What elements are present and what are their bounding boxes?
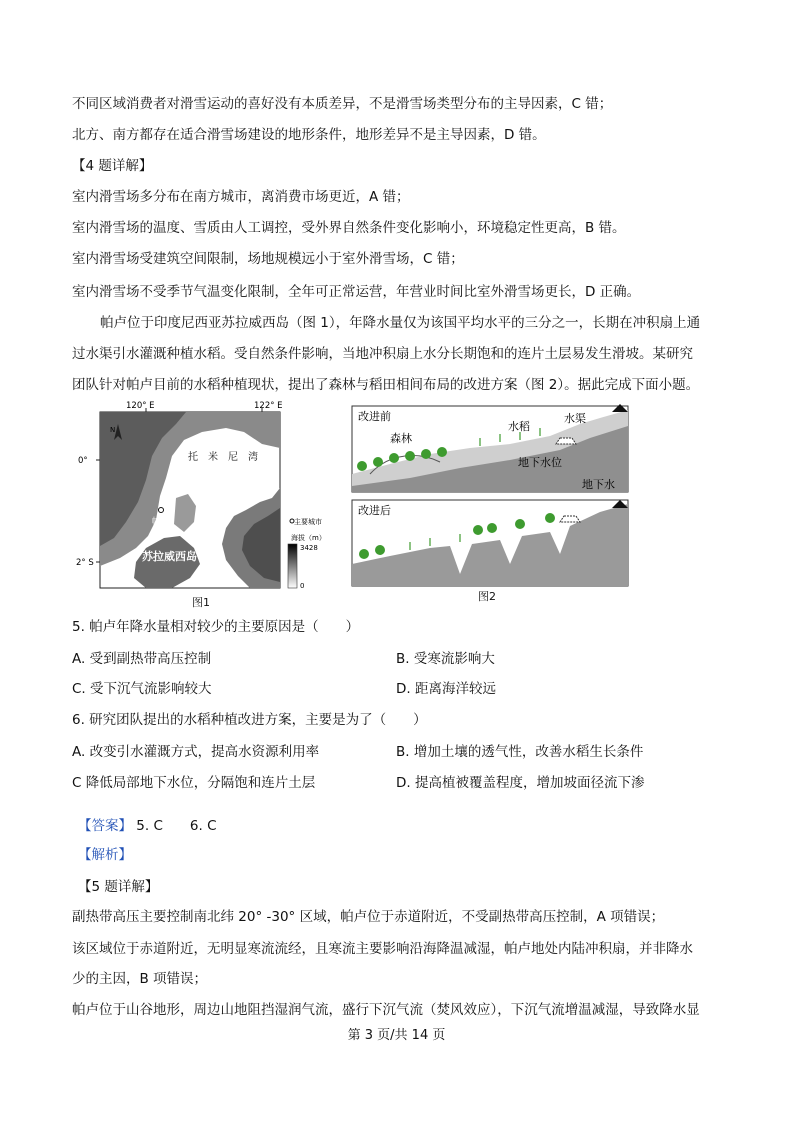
- text-line: 室内滑雪场不受季节气温变化限制，全年可正常运营，年营业时间比室外滑雪场更长，D 正确。: [72, 284, 641, 300]
- legend-elev-title: 海拔（m）: [291, 534, 326, 542]
- lat-label: 2° S: [76, 558, 94, 568]
- text-line: 室内滑雪场多分布在南方城市，离消费市场更近，A 错；: [72, 189, 410, 205]
- lon-label: 122° E: [254, 401, 283, 411]
- section-heading: 【4 题详解】: [72, 158, 153, 174]
- question-6-stem: 6. 研究团队提出的水稻种植改进方案，主要是为了（ ）: [72, 712, 427, 728]
- north-label: N: [110, 426, 116, 434]
- question-5-option-a: A. 受到副热带高压控制: [72, 651, 212, 667]
- groundwater-label: 地下水: [582, 478, 615, 491]
- figure-2-caption: 图2: [478, 590, 496, 603]
- answer-row: [78, 817, 217, 835]
- figure-2-profiles: [350, 404, 640, 596]
- figure-1-caption: 图1: [192, 596, 210, 609]
- after-label: 改进后: [358, 504, 391, 517]
- text-line: 室内滑雪场的温度、雪质由人工调控，受外界自然条件变化影响小，环境稳定性更高，B 错。: [72, 220, 626, 236]
- question-5-option-d: D. 距离海洋较远: [396, 681, 496, 697]
- elev-max: 3428: [300, 544, 318, 552]
- bay-label: 托 米 尼 湾: [188, 452, 258, 463]
- city-label: 帕卢: [152, 517, 170, 527]
- question-6-option-d: D. 提高植被覆盖程度，增加坡面径流下渗: [396, 775, 645, 791]
- canal-label: 水渠: [564, 412, 586, 425]
- city-marker: [159, 508, 164, 513]
- intro-line: 过水渠引水灌溉种植水稻。受自然条件影响，当地冲积扇上水分长期饱和的连片土层易发生滑坡。某研究: [72, 346, 693, 362]
- question-6-option-b: B. 增加土壤的透气性，改善水稻生长条件: [396, 744, 644, 760]
- elevation-legend: [284, 540, 334, 592]
- answer-text: 5. C 6. C: [136, 818, 217, 834]
- before-label: 改进前: [358, 410, 391, 423]
- question-5-stem: 5. 帕卢年降水量相对较少的主要原因是（ ）: [72, 619, 360, 635]
- analysis-tag: 【解析】: [78, 847, 132, 863]
- lat-label: 0°: [78, 456, 88, 466]
- intro-line: 帕卢位于印度尼西亚苏拉威西岛（图 1），年降水量仅为该国平均水平的三分之一，长期在冲积扇上通: [100, 315, 701, 331]
- legend-city-label: 主要城市: [294, 518, 322, 526]
- lon-label: 120° E: [126, 401, 155, 411]
- answer-tag: 【答案】: [78, 818, 132, 834]
- intro-line: 团队针对帕卢目前的水稻种植现状，提出了森林与稻田相间布局的改进方案（图 2）。据此完成下面小题。: [72, 377, 700, 393]
- text-line: 北方、南方都存在适合滑雪场建设的地形条件，地形差异不是主导因素，D 错。: [72, 127, 546, 143]
- detail-line: 该区域位于赤道附近，无明显寒流流经，且寒流主要影响沿海降温减湿，帕卢地处内陆冲积扇，并非降水: [72, 941, 693, 957]
- elev-min: 0: [300, 582, 305, 590]
- question-5-option-c: C. 受下沉气流影响较大: [72, 681, 212, 697]
- question-5-option-b: B. 受寒流影响大: [396, 651, 495, 667]
- detail-line: 帕卢位于山谷地形，周边山地阻挡湿润气流，盛行下沉气流（焚风效应），下沉气流增温减湿，导致降水显: [72, 1002, 700, 1018]
- rice-label: 水稻: [508, 420, 530, 433]
- island-label: 苏拉威西岛: [142, 550, 197, 563]
- text-line: 室内滑雪场受建筑空间限制，场地规模远小于室外滑雪场，C 错；: [72, 251, 464, 267]
- question-6-option-a: A. 改变引水灌溉方式，提高水资源利用率: [72, 744, 320, 760]
- forest-label: 森林: [390, 432, 412, 445]
- detail-line: 副热带高压主要控制南北纬 20° -30° 区域，帕卢位于赤道附近，不受副热带高压控制，A 项错误；: [72, 909, 665, 925]
- text-line: 不同区域消费者对滑雪运动的喜好没有本质差异，不是滑雪场类型分布的主导因素，C 错；: [72, 96, 613, 112]
- page-footer: 第 3 页/共 14 页: [347, 1028, 446, 1043]
- question-6-option-c: C 降低局部地下水位，分隔饱和连片土层: [72, 775, 316, 791]
- detail-5-heading: 【5 题详解】: [78, 879, 159, 895]
- detail-line: 少的主因，B 项错误；: [72, 971, 208, 987]
- groundwater-level-label: 地下水位: [518, 456, 562, 469]
